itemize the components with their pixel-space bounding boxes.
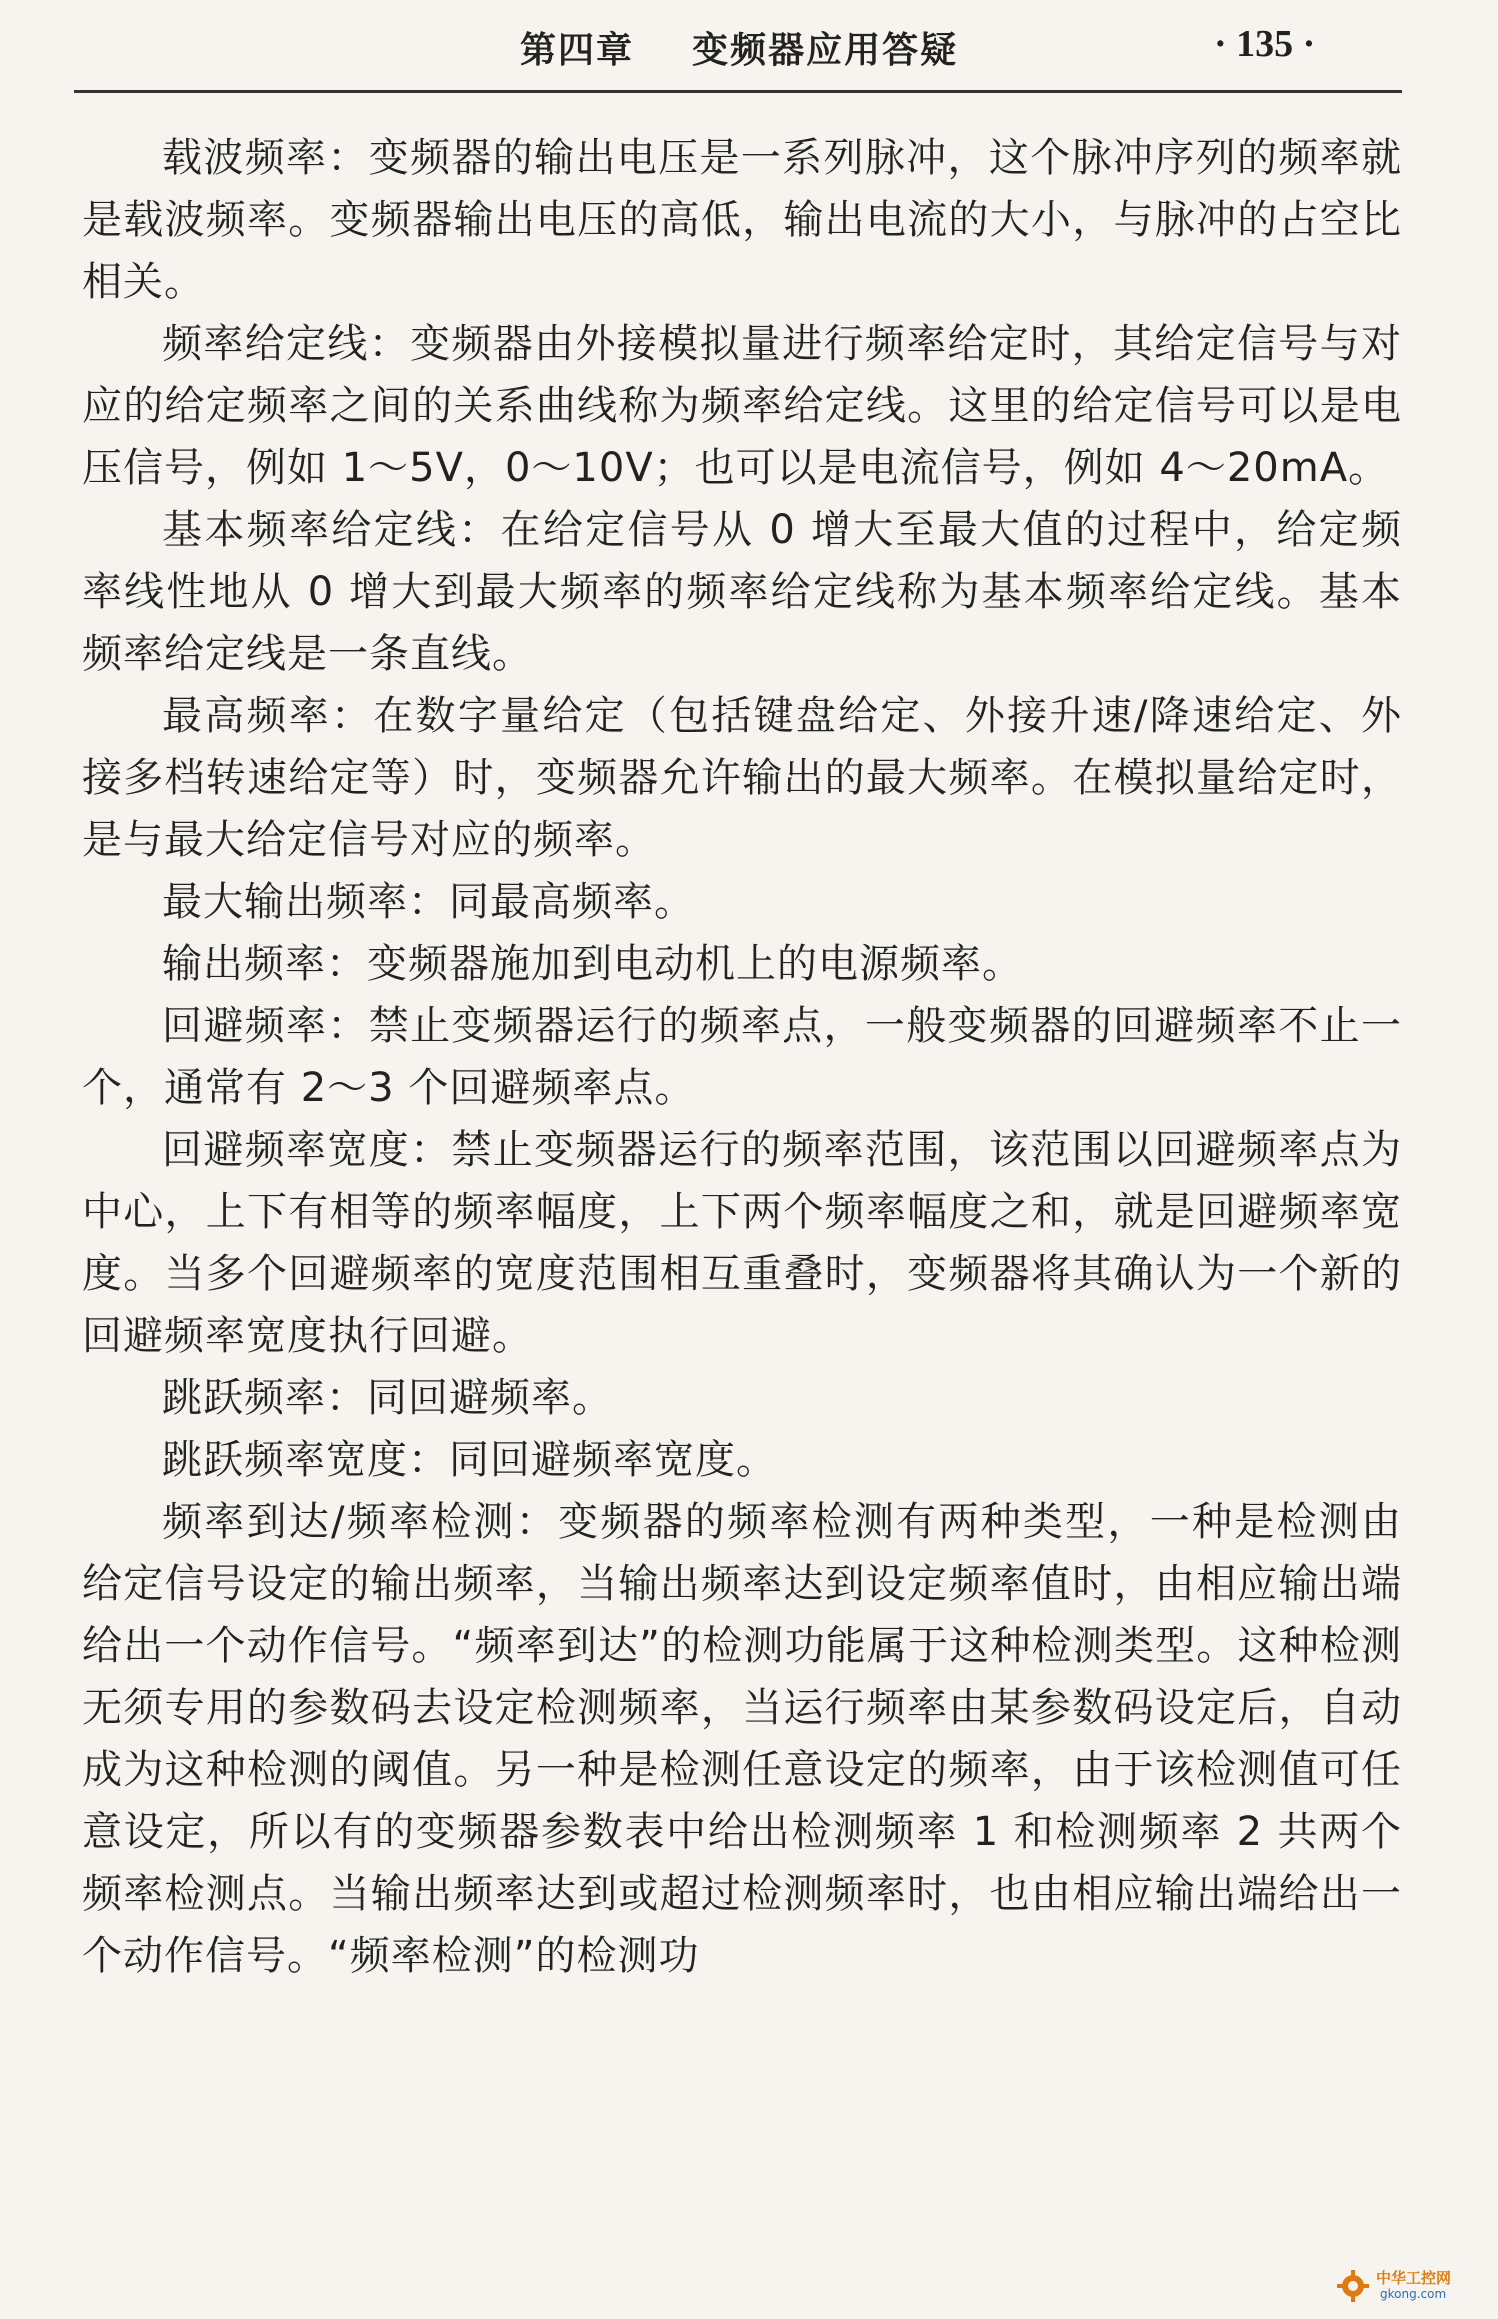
page-number: · 135 · <box>1214 23 1316 65</box>
watermark-text-url: gkong.com <box>1380 2287 1447 2301</box>
page-body <box>82 127 1402 1987</box>
paragraph-output-frequency: 输出频率：变频器施加到电动机上的电源频率。 <box>162 941 1023 987</box>
chapter-title: 第四章 变频器应用答疑 <box>520 29 959 71</box>
paragraph-jump-frequency-width: 跳跃频率宽度：同回避频率宽度。 <box>162 1437 777 1483</box>
page-header <box>0 0 1498 100</box>
watermark-text-cn: 中华工控网 <box>1376 2269 1452 2287</box>
paragraph-max-frequency: 最高频率：在数字量给定（包括键盘给定、外接升速/降速给定、外接多档转速给定等）时，变频器允许输出的最大频率。在模拟量给定时，是与最大给定信号对应的频率。 <box>82 693 1402 863</box>
paragraph-jump-frequency: 跳跃频率：同回避频率。 <box>162 1375 613 1421</box>
paragraph-max-output-frequency: 最大输出频率：同最高频率。 <box>162 879 695 925</box>
paragraph-frequency-arrival-detection: 频率到达/频率检测：变频器的频率检测有两种类型，一种是检测由给定信号设定的输出频率，当输出频率达到设定频率值时，由相应输出端给出一个动作信号。“频率到达”的检测功能属于这种检测类型。这种检测无须专用的参数码去设定检测频率，当运行频率由某参数码设定后，自动成为这种检测的阈值。另一种是检测任意设定的频率，由于该检测值可任意设定，所以有的变频器参数表中给出检测频率 1 和检测频率 2 共两个频率检测点。当输出频率达到或超过检测频率时，也由相应输出端给出一个动作信号。“频率检测”的检测功 <box>82 1499 1402 1979</box>
paragraph-avoid-frequency-width: 回避频率宽度：禁止变频器运行的频率范围，该范围以回避频率点为中心，上下有相等的频率幅度，上下两个频率幅度之和，就是回避频率宽度。当多个回避频率的宽度范围相互重叠时，变频器将其确认为一个新的回避频率宽度执行回避。 <box>82 1127 1402 1359</box>
paragraph-frequency-setting-line: 频率给定线：变频器由外接模拟量进行频率给定时，其给定信号与对应的给定频率之间的关系曲线称为频率给定线。这里的给定信号可以是电压信号，例如 1～5V，0～10V；也可以是电流信号，例如 4～20mA。 <box>82 321 1402 491</box>
gear-icon <box>1336 2269 1370 2303</box>
watermark-logo <box>1336 2265 1486 2309</box>
paragraph-carrier-frequency: 载波频率：变频器的输出电压是一系列脉冲，这个脉冲序列的频率就是载波频率。变频器输出电压的高低，输出电流的大小，与脉冲的占空比相关。 <box>82 135 1402 305</box>
paragraph-basic-frequency-setting-line: 基本频率给定线：在给定信号从 0 增大至最大值的过程中，给定频率线性地从 0 增大到最大频率的频率给定线称为基本频率给定线。基本频率给定线是一条直线。 <box>82 507 1402 677</box>
paragraph-avoid-frequency: 回避频率：禁止变频器运行的频率点，一般变频器的回避频率不止一个，通常有 2～3 个回避频率点。 <box>82 1003 1402 1111</box>
header-rule <box>74 90 1402 93</box>
